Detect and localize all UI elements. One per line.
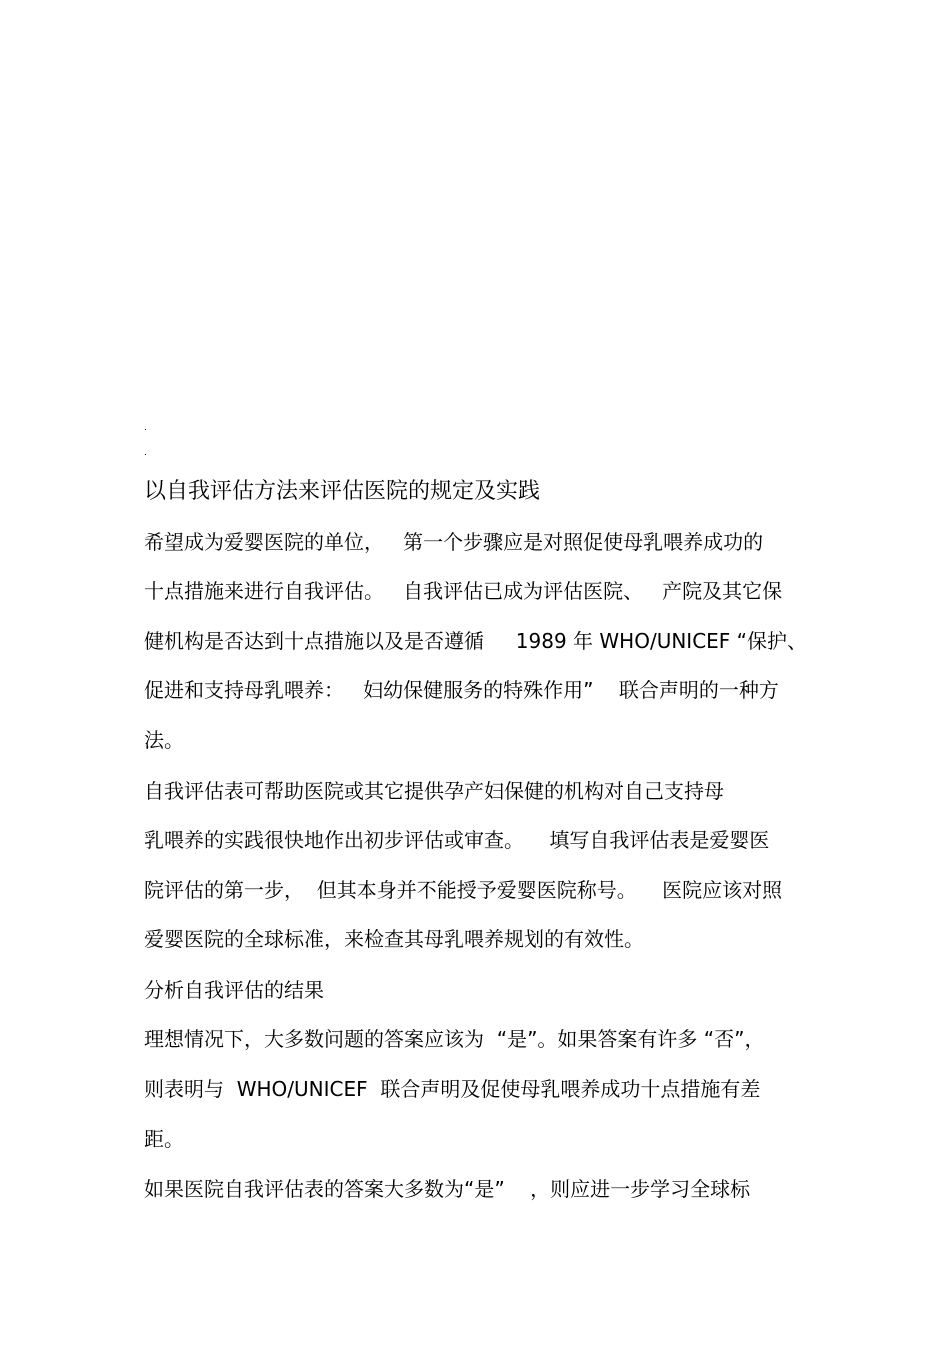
text-line: 法。 [144, 728, 184, 752]
section-heading: 分析自我评估的结果 [144, 978, 324, 1002]
text-line: 希望成为爱婴医院的单位， 第一个步骤应是对照促使母乳喂养成功的 [144, 530, 764, 554]
text-line: 促进和支持母乳喂养： 妇幼保健服务的特殊作用” 联合声明的一种方 [144, 678, 779, 702]
text-line: 距。 [144, 1127, 184, 1151]
document-title: 以自我评估方法来评估医院的规定及实践 [144, 479, 541, 504]
text-line: 十点措施来进行自我评估。 自我评估已成为评估医院、 产院及其它保 [144, 579, 783, 603]
text-line: 如果医院自我评估表的答案大多数为“是” ，则应进一步学习全球标 [144, 1177, 751, 1201]
page-marker-dot: . [144, 423, 147, 433]
text-line: 院评估的第一步， 但其本身并不能授予爱婴医院称号。 医院应该对照 [144, 878, 783, 902]
text-line: 乳喂养的实践很快地作出初步评估或审查。 填写自我评估表是爱婴医 [144, 828, 770, 852]
text-line: 爱婴医院的全球标准，来检查其母乳喂养规划的有效性。 [144, 927, 644, 951]
text-line: 理想情况下，大多数问题的答案应该为 “是”。如果答案有许多 “否”， [144, 1027, 765, 1051]
text-line: 自我评估表可帮助医院或其它提供孕产妇保健的机构对自己支持母 [144, 779, 724, 803]
page-marker-dot: . [144, 448, 147, 458]
text-line: 则表明与 WHO/UNICEF 联合声明及促使母乳喂养成功十点措施有差 [144, 1077, 761, 1101]
text-line: 健机构是否达到十点措施以及是否遵循 1989 年 WHO/UNICEF “保护、 [144, 629, 808, 653]
